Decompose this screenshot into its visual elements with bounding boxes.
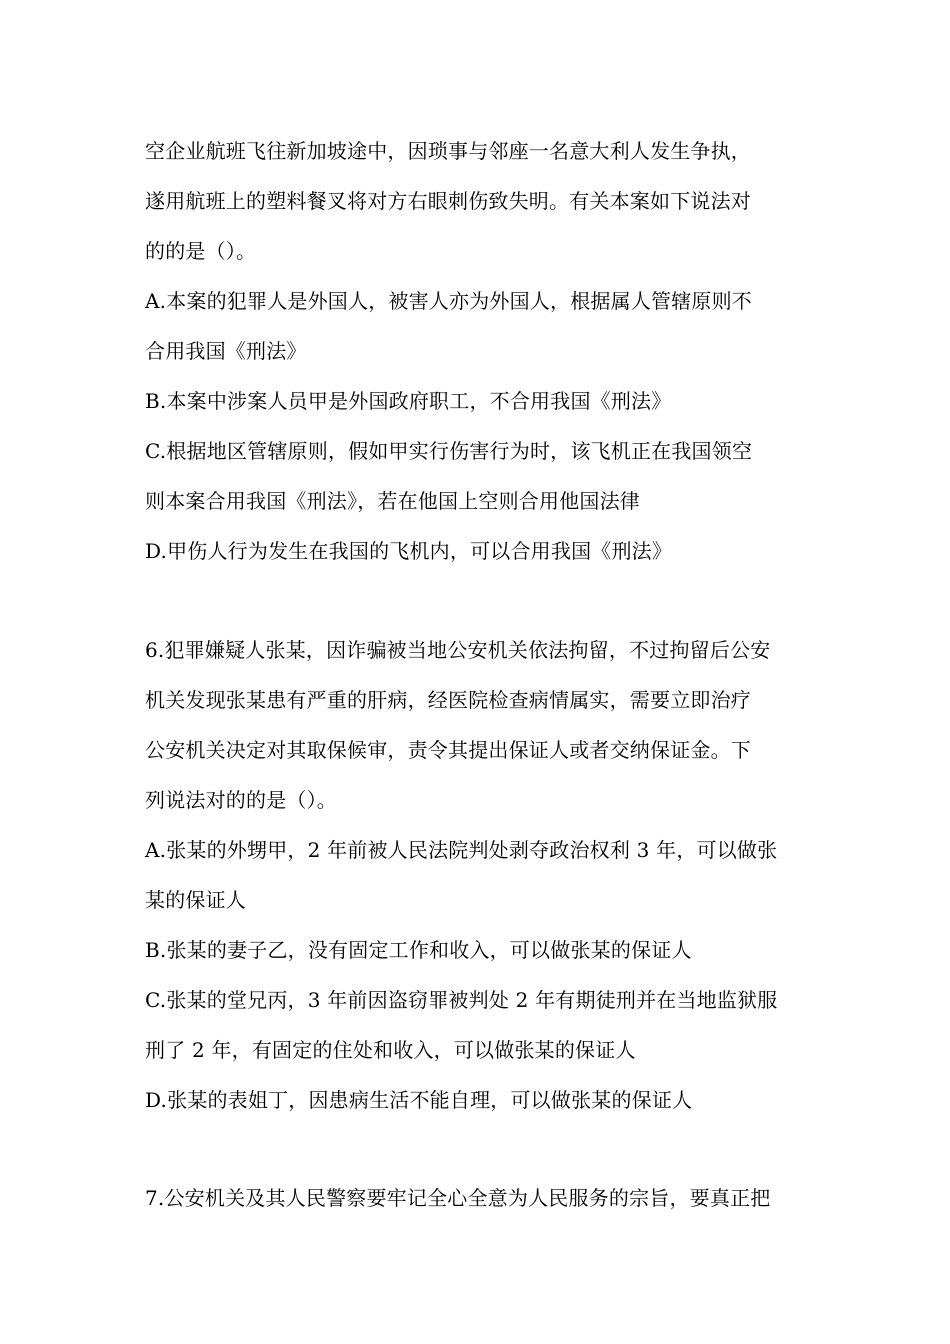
question-text-line: 的的是（）。 bbox=[145, 239, 257, 263]
question-text-line: 空企业航班飞往新加坡途中，因琐事与邻座一名意大利人发生争执， bbox=[145, 139, 751, 163]
question-6-text-line: 6.犯罪嫌疑人张某，因诈骗被当地公安机关依法拘留，不过拘留后公安 bbox=[145, 638, 771, 662]
option-d-line: D.张某的表姐丁，因患病生活不能自理，可以做张某的保证人 bbox=[145, 1088, 693, 1112]
option-c-line: C.根据地区管辖原则，假如甲实行伤害行为时，该飞机正在我国领空 bbox=[145, 439, 753, 463]
question-6-text-line: 公安机关决定对其取保候审，责令其提出保证人或者交纳保证金。下 bbox=[145, 738, 751, 762]
option-c-line: 刑了 2 年，有固定的住处和收入，可以做张某的保证人 bbox=[145, 1038, 636, 1062]
option-b-line: B.本案中涉案人员甲是外国政府职工，不合用我国《刑法》 bbox=[145, 389, 672, 413]
option-c-line: C.张某的堂兄丙，3 年前因盗窃罪被判处 2 年有期徒刑并在当地监狱服 bbox=[145, 988, 778, 1012]
question-7-text-line: 7.公安机关及其人民警察要牢记全心全意为人民服务的宗旨，要真正把 bbox=[145, 1186, 771, 1210]
option-a-line: A.张某的外甥甲，2 年前被人民法院判处剥夺政治权利 3 年，可以做张 bbox=[145, 838, 778, 862]
option-a-line: 某的保证人 bbox=[145, 888, 246, 912]
option-c-line: 则本案合用我国《刑法》，若在他国上空则合用他国法律 bbox=[145, 489, 640, 513]
option-a-line: A.本案的犯罪人是外国人，被害人亦为外国人，根据属人管辖原则不 bbox=[145, 289, 753, 313]
question-6-text-line: 列说法对的的是（）。 bbox=[145, 788, 337, 812]
question-text-line: 遂用航班上的塑料餐叉将对方右眼刺伤致失明。有关本案如下说法对 bbox=[145, 189, 751, 213]
option-d-line: D.甲伤人行为发生在我国的飞机内，可以合用我国《刑法》 bbox=[145, 539, 673, 563]
option-a-line: 合用我国《刑法》 bbox=[145, 339, 307, 363]
question-6-text-line: 机关发现张某患有严重的肝病，经医院检查病情属实，需要立即治疗 bbox=[145, 688, 751, 712]
option-b-line: B.张某的妻子乙，没有固定工作和收入，可以做张某的保证人 bbox=[145, 938, 692, 962]
